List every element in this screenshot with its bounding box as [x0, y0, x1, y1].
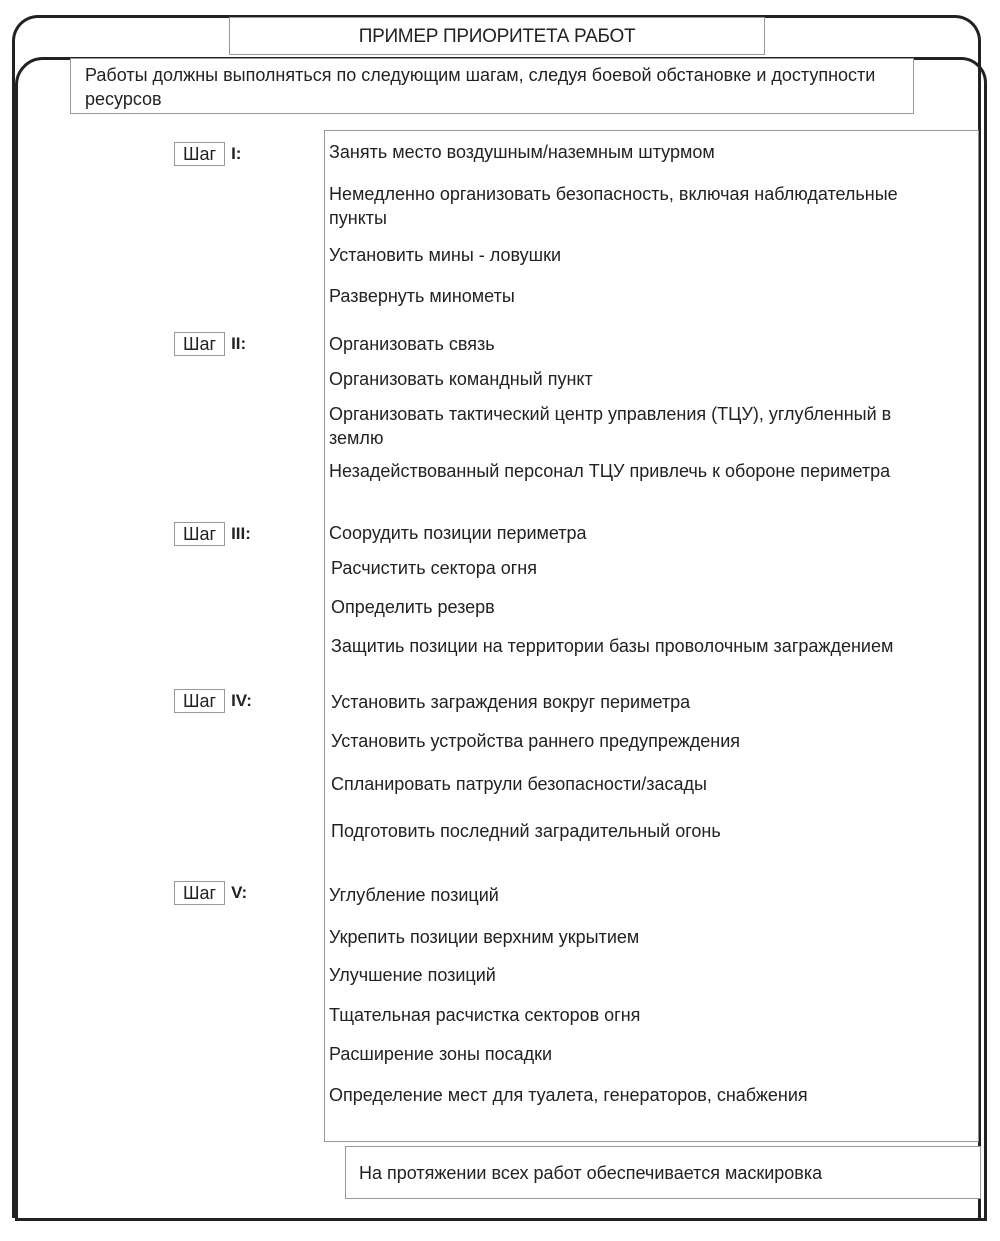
step-number: I: [231, 144, 242, 163]
task-item: Развернуть минометы [329, 286, 515, 306]
step-5-label [174, 880, 247, 906]
task-item: Установить заграждения вокруг периметра [331, 692, 691, 712]
task-item: Определить резерв [331, 597, 495, 617]
intro-text: Работы должны выполняться по следующим шагам, следуя боевой обстановке и доступности ресурсов [70, 58, 914, 114]
task-item: Организовать командный пункт [329, 369, 593, 389]
step-1-label [174, 141, 241, 167]
step-number: V: [231, 883, 248, 902]
step-4-label [174, 688, 252, 714]
step-number: III: [231, 524, 251, 543]
task-item: Установить мины - ловушки [329, 245, 562, 265]
step-number: II: [231, 334, 247, 353]
task-item: Защитиь позиции на территории базы проволочным заграждением [331, 636, 894, 656]
task-item: Немедленно организовать безопасность, включая наблюдательные пункты [329, 184, 898, 228]
step-3-label [174, 521, 251, 547]
step-word: Шаг [174, 142, 225, 166]
footer-note: На протяжении всех работ обеспечивается маскировка [345, 1146, 981, 1199]
task-item: Расчистить сектора огня [331, 558, 537, 578]
task-item: Расширение зоны посадки [329, 1044, 553, 1064]
task-item: Углубление позиций [329, 885, 499, 905]
task-item: Незадействованный персонал ТЦУ привлечь к обороне периметра [329, 461, 891, 481]
task-item: Установить устройства раннего предупреждения [331, 731, 741, 751]
task-item: Спланировать патрули безопасности/засады [331, 774, 707, 794]
task-item: Организовать связь [329, 334, 495, 354]
step-word: Шаг [174, 689, 225, 713]
task-item: Организовать тактический центр управления (ТЦУ), углубленный в землю [329, 404, 892, 448]
task-item: Укрепить позиции верхним укрытием [329, 927, 640, 947]
step-word: Шаг [174, 881, 225, 905]
task-item: Занять место воздушным/наземным штурмом [329, 142, 715, 162]
task-item: Улучшение позиций [329, 965, 496, 985]
diagram-title: ПРИМЕР ПРИОРИТЕТА РАБОТ [229, 17, 765, 55]
step-word: Шаг [174, 522, 225, 546]
step-2-label [174, 331, 246, 357]
task-item: Тщательная расчистка секторов огня [329, 1005, 641, 1025]
step-number: IV: [231, 691, 252, 710]
task-item: Определение мест для туалета, генераторов, снабжения [329, 1085, 808, 1105]
step-word: Шаг [174, 332, 225, 356]
task-item: Соорудить позиции периметра [329, 523, 587, 543]
task-item: Подготовить последний заградительный огонь [331, 821, 721, 841]
